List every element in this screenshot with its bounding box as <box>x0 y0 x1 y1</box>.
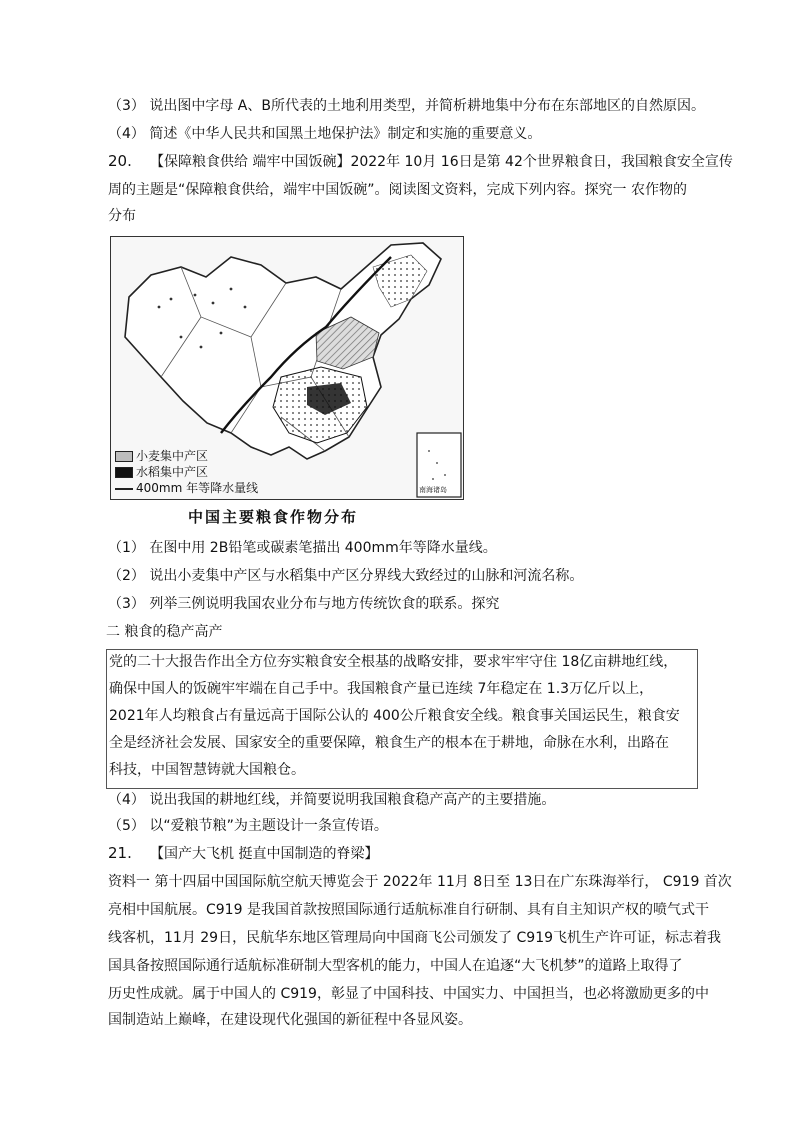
q20-item-2: （2） 说出小麦集中产区与水稻集中产区分界线大致经过的山脉和河流名称。 <box>108 568 584 584</box>
box-line-5: 科技，中国智慧铸就大国粮仓。 <box>109 762 305 778</box>
legend-wheat: 小麦集中产区 <box>115 447 208 464</box>
q20-material-box <box>106 649 698 789</box>
q20-intro-line-2: 周的主题是“保障粮食供给，端牢中国饭碗”。阅读图文资料，完成下列内容。探究一 农作物的 <box>108 182 687 198</box>
box-line-2: 确保中国人的饭碗牢牢端在自己手中。我国粮食产量已连续 7年稳定在 1.3万亿斤以上， <box>109 681 654 697</box>
q20-number: 20. <box>108 152 132 170</box>
q21-line-6: 国制造站上巅峰，在建设现代化强国的新征程中各显风姿。 <box>108 1012 472 1028</box>
china-grain-crop-map <box>110 236 464 500</box>
legend-isohyet: 400mm 年等降水量线 <box>115 479 258 496</box>
q20-item-4: （4） 说出我国的耕地红线，并简要说明我国粮食稳产高产的主要措施。 <box>108 792 556 808</box>
q20-intro-line-1: 【保障粮食供给 端牢中国饭碗】2022年 10月 16日是第 42个世界粮食日，我国粮食安全宣传 <box>150 154 733 170</box>
box-line-3: 2021年人均粮食占有量远高于国际公认的 400公斤粮食安全线。粮食事关国运民生，粮食安 <box>109 708 680 724</box>
q21-line-4: 国具备按照国际通行适航标准研制大型客机的能力，中国人在追逐“大飞机梦”的道路上取得了 <box>108 958 683 974</box>
legend-rice-swatch <box>115 467 133 478</box>
legend-isohyet-swatch <box>115 488 133 490</box>
q21-line-2: 亮相中国航展。C919 是我国首款按照国际通行适航标准自行研制、具有自主知识产权的喷气式干 <box>108 902 709 918</box>
legend-rice: 水稻集中产区 <box>115 463 208 480</box>
inset-label: 南海诸岛 <box>419 486 447 494</box>
map-caption: 中国主要粮食作物分布 <box>188 508 359 526</box>
q20-intro-line-3: 分布 <box>108 208 136 224</box>
box-line-4: 全是经济社会发展、国家安全的重要保障，粮食生产的根本在于耕地，命脉在水利，出路在 <box>109 735 669 751</box>
q20-item-1: （1） 在图中用 2B铅笔或碳素笔描出 400mm年等降水量线。 <box>108 540 497 556</box>
q19-item-4: （4） 简述《中华人民共和国黑土地保护法》制定和实施的重要意义。 <box>108 126 542 142</box>
q21-line-5: 历史性成就。属于中国人的 C919，彰显了中国科技、中国实力、中国担当，也必将激励更多的中 <box>108 986 709 1002</box>
q19-item-3: （3） 说出图中字母 A、B所代表的土地利用类型，并简析耕地集中分布在东部地区的自然原因。 <box>108 98 705 114</box>
q21-number: 21. <box>108 844 132 862</box>
q21-title: 【国产大飞机 挺直中国制造的脊梁】 <box>150 846 379 862</box>
box-line-1: 党的二十大报告作出全方位夯实粮食安全根基的战略安排，要求牢牢守住 18亿亩耕地红线， <box>109 654 678 670</box>
q20-section-2-heading: 二 粮食的稳产高产 <box>106 624 223 640</box>
q20-item-3: （3） 列举三例说明我国农业分布与地方传统饮食的联系。探究 <box>108 596 500 612</box>
legend-wheat-swatch <box>115 451 133 462</box>
q21-line-3: 线客机，11月 29日，民航华东地区管理局向中国商飞公司颁发了 C919飞机生产许可证，标志着我 <box>108 930 722 946</box>
q21-line-1: 资料一 第十四届中国国际航空航天博览会于 2022年 11月 8日至 13日在广东珠海举行， C919 首次 <box>108 874 732 890</box>
q20-item-5: （5） 以“爱粮节粮”为主题设计一条宣传语。 <box>108 818 388 834</box>
